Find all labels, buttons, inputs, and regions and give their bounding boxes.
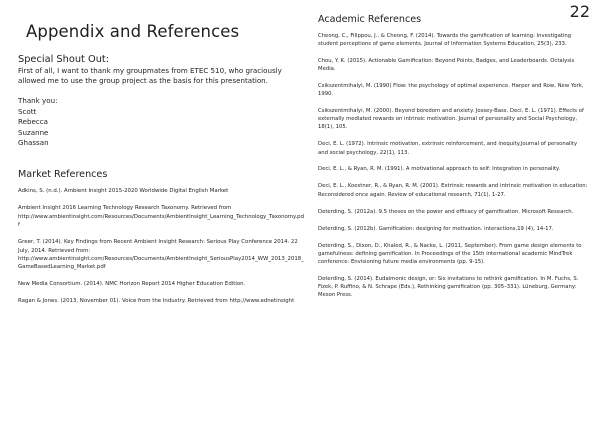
academic-references-heading: Academic References [318, 14, 422, 25]
left-column [18, 22, 304, 314]
reference-item: Deci, E. L. (1972). Intrinsic motivation, extrinsic reinforcement, and inequity.Journal of personality and social psychology, 22(1), 113. [318, 141, 578, 156]
page-number: 22 [569, 2, 590, 21]
shout-out-text: First of all, I want to thank my groupmates from ETEC 510, who graciously allowed me to use the group project as the basis for this presentation. [18, 66, 282, 86]
reference-item: Deterding, S., Dixon, D., Khaled, R., & Nacke, L. (2011, September). From game design elements to gamefulness: defining gamification. In Proceedings of the 15th international academic MindTrek conference: Envisioning future media environments (pp. 9-15). [318, 242, 582, 265]
page-title: Appendix and References [26, 22, 240, 41]
thanks-name: Suzanne [18, 127, 49, 137]
reference-item: Deterding, S. (2012b). Gamification: designing for motivation. interactions,19 (4), 14-17. [318, 225, 554, 232]
reference-item: Ragan & Jones. (2013, November 01). Voice from the Industry. Retrieved from http://www.ednetinsight [18, 298, 295, 305]
reference-item: Csikszentmihalyi, M. (1990) Flow: the psychology of optimal experience. Harper and Row, New York, 1990. [318, 83, 584, 98]
thanks-name: Scott [18, 106, 37, 116]
reference-item: Csikszentmihalyi, M. (2000). Beyond boredom and anxiety. Jossey-Bass. Deci, E. L. (1971). Effects of externally mediated rewards on intrinsic motivation. Journal of personality and Social Psychology, 18(1), 105. [318, 108, 584, 131]
shout-out-heading: Special Shout Out: [18, 54, 110, 65]
thanks-label: Thank you: [18, 96, 58, 106]
reference-item: Deterding, S. (2012a). 9.5 theses on the power and efficacy of gamification. Microsoft Research. [318, 208, 574, 215]
market-references-heading: Market References [18, 169, 108, 181]
reference-item: Deci, E. L., Koestner, R., & Ryan, R. M. (2001). Extrinsic rewards and intrinsic motivation in education: Reconsidered once again. Review of educational research, 71(1), 1-27. [318, 183, 588, 198]
reference-item: Chou, Y. K. (2015). Actionable Gamification: Beyond Points, Badges, and Leaderboards. Octalysis Media. [318, 58, 575, 73]
thanks-name: Rebecca [18, 117, 48, 127]
reference-item: Deterding, S. (2014). Eudaimonic design, or: Six invitations to rethink gamification. In M. Fuchs, S. Fizek, P. Ruffino, & N. Schrape (Eds.), Rethinking gamification (pp. 305–331). Lüneburg, Germany: Meson Press. [318, 275, 579, 298]
reference-item: Adkins, S. (n.d.). Ambient Insight 2015-2020 Worldwide Digital English Market [18, 188, 229, 195]
reference-item: Greer, T. (2014). Key Findings from Recent Ambient Insight Research: Serious Play Conference 2014. 22 July, 2014. Retrieved from: http://www.ambientinsight.com/Resources/Documents/AmbientInsight_SeriousPlay2014_WW_2013_2018_GameBasedLearning_Market.pdf [18, 239, 304, 271]
academic-references-list [318, 32, 588, 299]
right-column [318, 14, 588, 308]
market-references-list [18, 187, 304, 305]
reference-item: Cheong, C., Filippou, J., & Cheong, F. (2014). Towards the gamification of learning: Investigating student perceptions of game elements. Journal of Information Systems Education, 25(3), 233. [318, 33, 572, 48]
thanks-block [18, 96, 304, 148]
reference-item: Ambient Insight 2016 Learning Technology Research Taxonomy. Retrieved from http://www.ambientinsight.com/Resources/Documents/AmbientInsight_Learning_Technology_Taxonomy.pdf [18, 205, 305, 229]
reference-item: New Media Consortium. (2014). NMC Horizon Report 2014 Higher Education Edition. [18, 281, 246, 288]
reference-item: Deci, E. L., & Ryan, R. M. (1991). A motivational approach to self: Integration in personality. [318, 166, 561, 173]
thanks-name: Ghassan [18, 138, 49, 148]
